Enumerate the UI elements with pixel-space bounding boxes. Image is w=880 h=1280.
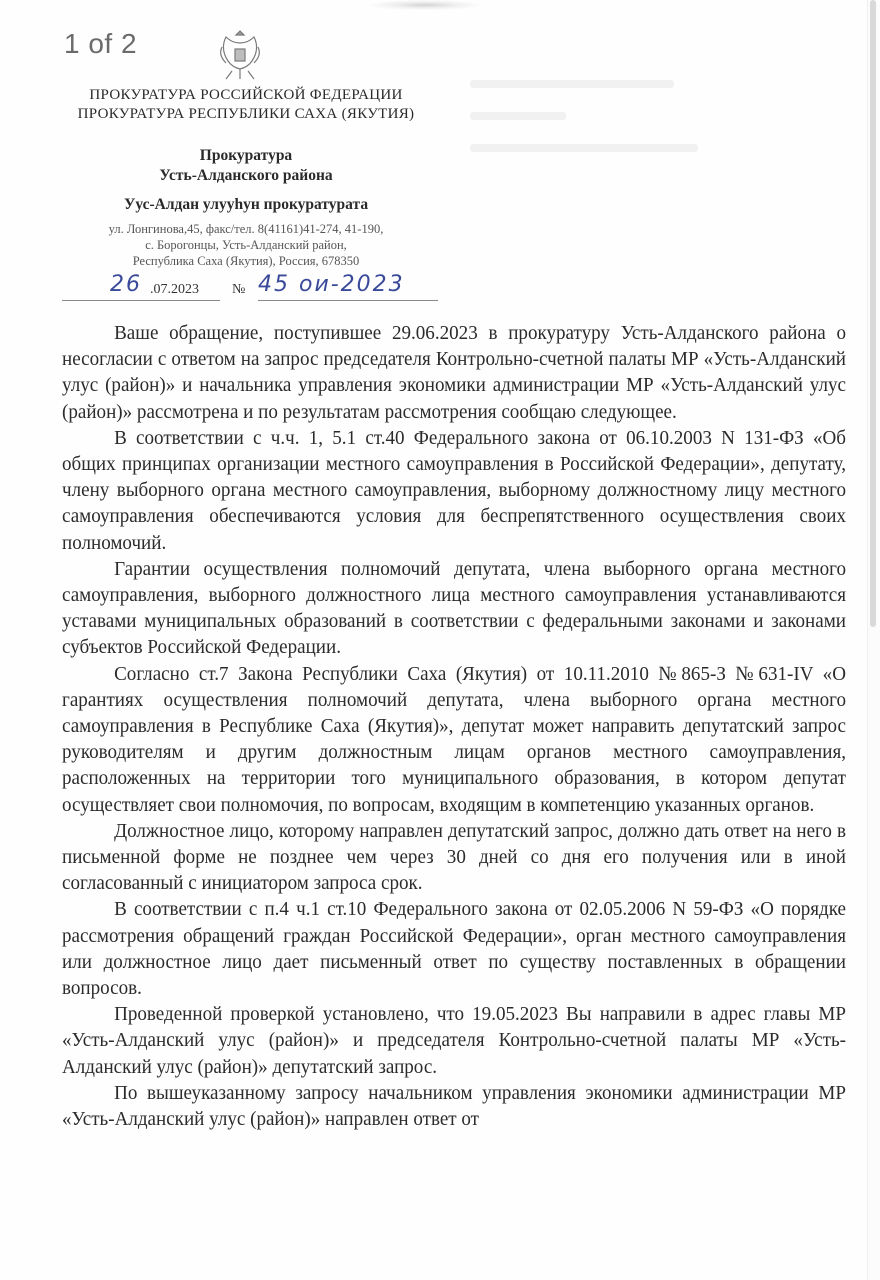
scrollbar-thumb[interactable]	[870, 0, 876, 627]
paragraph: Гарантии осуществления полномочий депутата, члена выборного органа местного самоуправления, выборного должностного лица местного самоуправления устанавливаются уставами муниципальных образований в соответствии с федеральными законами и законами субъектов Российской Федерации.	[62, 557, 846, 659]
faded-addressee-block	[470, 80, 710, 180]
russian-coat-of-arms-icon	[216, 27, 264, 83]
address-line-1: ул. Лонгинова,45, факс/тел. 8(41161)41-274, 41-190,	[108, 222, 384, 236]
page-counter: 1 of 2	[64, 28, 138, 59]
scrollbar[interactable]	[867, 0, 880, 1280]
yakut-name: Уус-Алдан улууһун прокуратурата	[123, 196, 369, 213]
number-underline	[258, 300, 438, 301]
letter-body	[62, 320, 846, 1132]
paragraph: Проведенной проверкой установлено, что 19.05.2023 Вы направили в адрес главы МР «Усть-Алданский улус (район)» и председателя Контрольно-счетной палаты МР «Усть-Алданский улус (район)» депутатский запрос.	[62, 1003, 846, 1078]
paragraph: В соответствии с п.4 ч.1 ст.10 Федерального закона от 02.05.2006 N 59-ФЗ «О порядке рассмотрения обращений граждан Российской Федерации», орган местного самоуправления или должностное лицо дает письменный ответ по существу поставленных в обращении вопросов.	[62, 898, 846, 1000]
org-line-republic: ПРОКУРАТУРА РЕСПУБЛИКИ САХА (ЯКУТИЯ)	[77, 106, 415, 122]
handwritten-registration-number: 45 ои-2023	[258, 272, 405, 297]
address-line-2: с. Борогонцы, Усть-Алданский район,	[145, 238, 347, 252]
paragraph: Ваше обращение, поступившее 29.06.2023 в прокуратуру Усть-Алданского района о несогласии с ответом на запрос председателя Контрольно-счетной палаты МР «Усть-Алданский улус (район)» и начальника управления экономики администрации МР «Усть-Алданский улус (район)» рассмотрена и по результатам рассмотрения сообщаю следующее.	[62, 322, 846, 423]
paragraph: Согласно ст.7 Закона Республики Саха (Якутия) от 10.11.2010 №865-З №631-IV «О гарантиях осуществления полномочий депутата, члена выборного органа местного самоуправления в Республике Саха (Якутия)», депутат может направить депутатский запрос руководителям и другим должностным лицам органов местного самоуправления, расположенных на территории того муниципального образования, в котором депутат осуществляет свои полномочия, по вопросам, входящим в компетенцию указанных органов.	[62, 662, 846, 816]
letterhead	[60, 86, 432, 269]
handwritten-date-day: 26	[110, 272, 142, 297]
org-line-federation: ПРОКУРАТУРА РОССИЙСКОЙ ФЕДЕРАЦИИ	[89, 87, 403, 103]
date-underline	[62, 300, 220, 301]
paragraph: В соответствии с ч.ч. 1, 5.1 ст.40 Федерального закона от 06.10.2003 N 131-ФЗ «Об общих принципах организации местного самоуправления в Российской Федерации», депутату, члену выборного органа местного самоуправления, выборному должностному лицу местного самоуправления обеспечиваются условия для беспрепятственного осуществления своих полномочий.	[62, 426, 846, 554]
date-month-year: .07.2023	[150, 282, 199, 297]
paragraph: По вышеуказанному запросу начальником управления экономики администрации МР «Усть-Алданский улус (район)» направлен ответ от	[62, 1081, 846, 1131]
number-sign: №	[232, 282, 246, 297]
address-line-3: Республика Саха (Якутия), Россия, 678350	[132, 254, 360, 268]
paragraph: Должностное лицо, которому направлен депутатский запрос, должно дать ответ на него в письменной форме не позднее чем через 30 дней со дня его получения или в иной согласованный с инициатором запроса срок.	[62, 819, 846, 895]
registration-line	[62, 272, 434, 302]
local-prosecutor-name-line-2: Усть-Алданского района	[159, 167, 333, 184]
local-prosecutor-name-line-1: Прокуратура	[199, 147, 293, 164]
stamp-smudge	[370, 0, 480, 10]
